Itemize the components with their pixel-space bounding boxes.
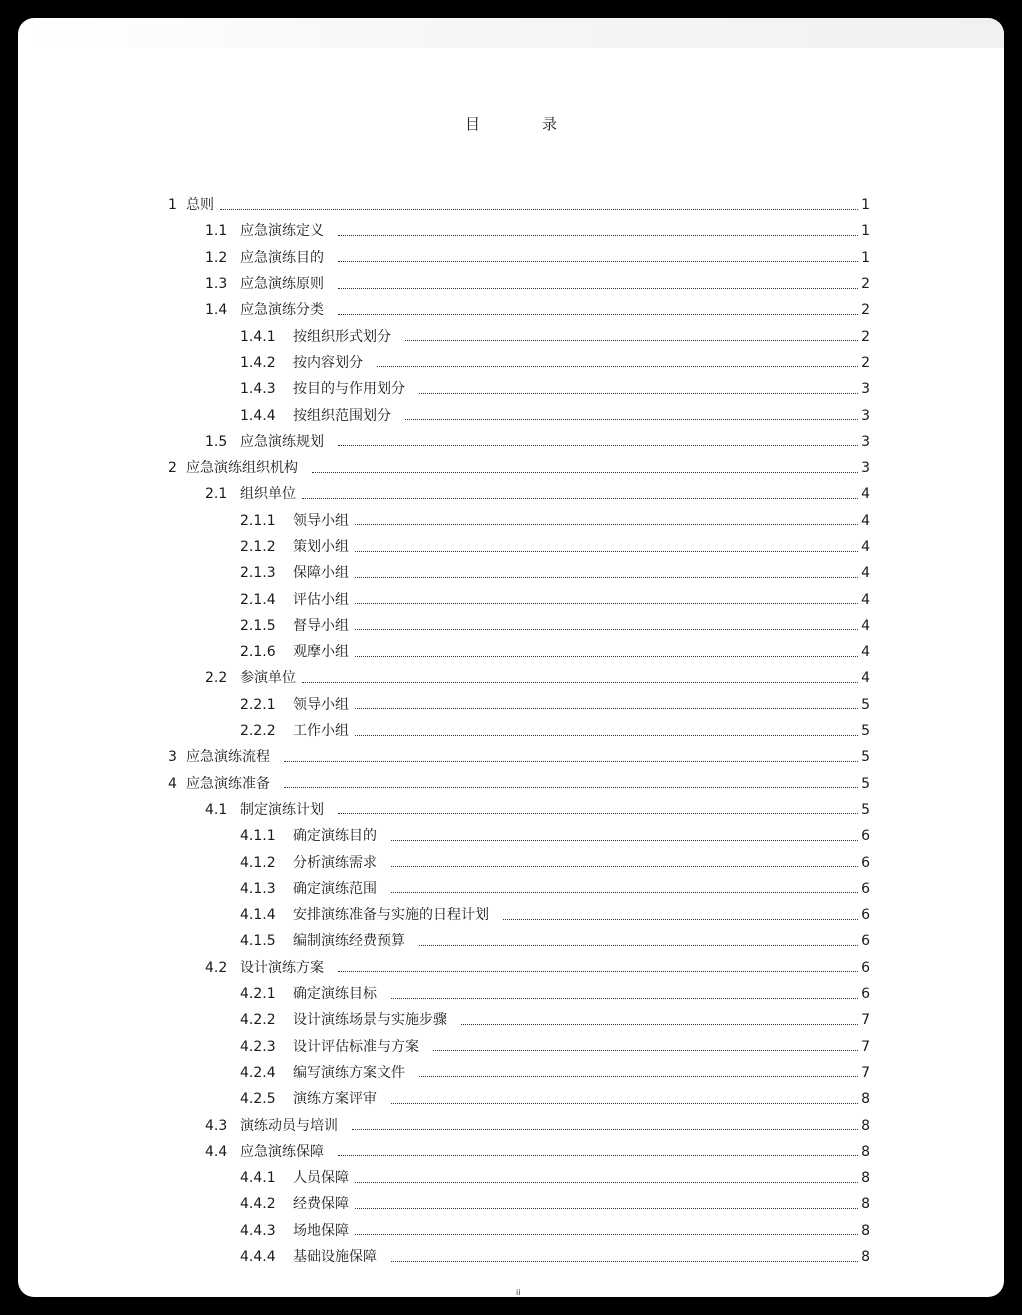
dot-leader (338, 261, 858, 262)
dot-leader (391, 866, 858, 867)
toc-title (18, 113, 1004, 134)
toc-entry-page-number: 5 (861, 801, 870, 818)
toc-entry-page-number: 5 (861, 749, 870, 766)
dot-leader (355, 551, 858, 552)
toc-entry[interactable] (168, 429, 870, 455)
toc-entry-page-number: 8 (861, 1170, 870, 1187)
toc-entry[interactable] (168, 218, 870, 244)
toc-entry-page-number: 5 (861, 775, 870, 792)
dot-leader (220, 209, 858, 210)
dot-leader (355, 1234, 858, 1235)
toc-entry[interactable] (168, 192, 870, 218)
toc-entry-number: 2.1.6 (240, 644, 276, 661)
toc-entry-number: 4.1.4 (240, 907, 276, 924)
dot-leader (355, 629, 858, 630)
toc-entry[interactable] (168, 1007, 870, 1033)
toc-entry-number: 4.2.5 (240, 1091, 276, 1108)
toc-entry[interactable] (168, 1139, 870, 1165)
toc-entry-label: 按内容划分 (293, 354, 363, 371)
toc-entry-number: 4.2.4 (240, 1064, 276, 1081)
dot-leader (461, 1024, 858, 1025)
toc-entry-page-number: 3 (861, 407, 870, 424)
dot-leader (355, 1208, 858, 1209)
toc-entry-label: 应急演练分类 (240, 302, 324, 319)
toc-entry[interactable] (168, 692, 870, 718)
toc-entry[interactable] (168, 955, 870, 981)
toc-entry-label: 场地保障 (293, 1222, 349, 1239)
toc-entry-label: 观摩小组 (293, 644, 349, 661)
toc-entry-page-number: 8 (861, 1249, 870, 1266)
toc-entry[interactable] (168, 981, 870, 1007)
toc-entry-page-number: 6 (861, 959, 870, 976)
toc-entry-number: 3 (168, 749, 177, 766)
toc-entry-label: 工作小组 (293, 723, 349, 740)
toc-entry-label: 经费保障 (293, 1196, 349, 1213)
toc-entry[interactable] (168, 823, 870, 849)
toc-entry[interactable] (168, 1034, 870, 1060)
dot-leader (355, 1182, 858, 1183)
toc-entry-label: 应急演练规划 (240, 433, 324, 450)
toc-entry[interactable] (168, 271, 870, 297)
toc-entry-page-number: 8 (861, 1091, 870, 1108)
toc-entry-page-number: 7 (861, 1012, 870, 1029)
toc-entry-label: 应急演练目的 (240, 249, 324, 266)
toc-entry-label: 应急演练流程 (186, 749, 270, 766)
toc-entry-page-number: 8 (861, 1117, 870, 1134)
toc-entry-number: 1.4.4 (240, 407, 276, 424)
dot-leader (338, 314, 858, 315)
toc-entry-page-number: 8 (861, 1222, 870, 1239)
toc-entry-label: 领导小组 (293, 696, 349, 713)
toc-entry-number: 4 (168, 775, 177, 792)
dot-leader (302, 498, 858, 499)
toc-entry-number: 4.2.3 (240, 1038, 276, 1055)
toc-entry[interactable] (168, 1060, 870, 1086)
dot-leader (355, 524, 858, 525)
toc-entry-label: 分析演练需求 (293, 854, 377, 871)
toc-entry[interactable] (168, 350, 870, 376)
toc-entry[interactable] (168, 455, 870, 481)
toc-entry[interactable] (168, 771, 870, 797)
toc-entry-page-number: 4 (861, 617, 870, 634)
toc-entry-number: 4.3 (205, 1117, 228, 1134)
toc-entry-label: 按组织形式划分 (293, 328, 391, 345)
dot-leader (433, 1050, 858, 1051)
toc-entry[interactable] (168, 534, 870, 560)
toc-entry-page-number: 3 (861, 433, 870, 450)
toc-entry-label: 应急演练保障 (240, 1143, 324, 1160)
dot-leader (419, 945, 858, 946)
toc-entry-label: 策划小组 (293, 539, 349, 555)
toc-entry-label: 确定演练范围 (293, 880, 377, 897)
toc-entry[interactable] (168, 665, 870, 691)
toc-entry-number: 2 (168, 460, 177, 477)
dot-leader (391, 1261, 858, 1262)
toc-entry-number: 2.1.3 (240, 565, 276, 582)
toc-entry[interactable] (168, 876, 870, 902)
dot-leader (355, 656, 858, 657)
toc-entry-number: 4.4.3 (240, 1222, 276, 1239)
toc-entry-page-number: 5 (861, 696, 870, 713)
dot-leader (284, 787, 858, 788)
toc-entry-number: 1.4.3 (240, 381, 276, 398)
dot-leader (338, 813, 858, 814)
toc-entry-label: 设计演练场景与实施步骤 (293, 1012, 447, 1029)
document-page (18, 18, 1004, 1297)
dot-leader (503, 919, 858, 920)
toc-entry[interactable] (168, 481, 870, 507)
toc-entry-number: 1.4 (205, 302, 228, 319)
toc-entry-page-number: 6 (861, 907, 870, 924)
dot-leader (405, 340, 858, 341)
dot-leader (391, 840, 858, 841)
dot-leader (338, 445, 858, 446)
toc-entry-label: 设计评估标准与方案 (293, 1038, 419, 1055)
toc-entry-number: 2.2 (205, 670, 228, 687)
toc-entry-number: 1.1 (205, 223, 228, 240)
toc-entry-number: 4.4.2 (240, 1196, 276, 1213)
toc-entry-number: 4.4.4 (240, 1249, 276, 1266)
toc-entry-label: 应急演练定义 (240, 223, 324, 240)
toc-entry-page-number: 6 (861, 854, 870, 871)
toc-entry-number: 4.2.1 (240, 986, 276, 1003)
toc-entry[interactable] (168, 402, 870, 428)
toc-entry-label: 应急演练原则 (240, 276, 324, 293)
toc-entry-label: 人员保障 (293, 1170, 349, 1187)
toc-entry-number: 2.2.2 (240, 723, 276, 740)
toc-entry-number: 4.4 (205, 1143, 228, 1160)
toc-entry-number: 4.4.1 (240, 1170, 276, 1187)
toc-entry-label: 制定演练计划 (240, 801, 324, 818)
toc-entry-label: 安排演练准备与实施的日程计划 (293, 907, 489, 924)
toc-entry-page-number: 6 (861, 933, 870, 950)
toc-entry-label: 评估小组 (293, 591, 349, 608)
dot-leader (419, 393, 858, 394)
dot-leader (312, 472, 858, 473)
page-top-shade (18, 18, 1004, 48)
toc-entry-number: 2.2.1 (240, 696, 276, 713)
dot-leader (338, 235, 858, 236)
toc-entry-page-number: 4 (861, 512, 870, 529)
dot-leader (391, 998, 858, 999)
toc-entry-page-number: 2 (861, 354, 870, 371)
toc-entry-page-number: 3 (861, 381, 870, 398)
toc-entry[interactable] (168, 902, 870, 928)
toc-entry[interactable] (168, 1165, 870, 1191)
toc-entry-number: 2.1.1 (240, 512, 276, 529)
toc-entry-number: 1.2 (205, 249, 228, 266)
dot-leader (405, 419, 858, 420)
toc-entry-page-number: 6 (861, 986, 870, 1003)
toc-entry-label: 演练动员与培训 (240, 1117, 338, 1134)
toc-entry-number: 4.1.3 (240, 880, 276, 897)
toc-entry-page-number: 2 (861, 328, 870, 345)
toc-entry[interactable] (168, 245, 870, 271)
dot-leader (338, 971, 858, 972)
toc-entry-number: 1.3 (205, 276, 228, 293)
toc-entry-number: 1 (168, 197, 177, 214)
dot-leader (391, 892, 858, 893)
toc-entry-label: 设计演练方案 (240, 959, 324, 976)
dot-leader (377, 366, 858, 367)
toc-entry-label: 按组织范围划分 (293, 407, 391, 424)
toc-entry[interactable] (168, 1218, 870, 1244)
dot-leader (352, 1129, 858, 1130)
toc-entry[interactable] (168, 1086, 870, 1112)
toc-entry-page-number: 6 (861, 880, 870, 897)
toc-entry-label: 应急演练组织机构 (186, 460, 298, 477)
toc-entry-page-number: 7 (861, 1038, 870, 1055)
toc-entry-number: 2.1.2 (240, 539, 276, 555)
toc-entry-label: 确定演练目标 (293, 986, 377, 1003)
toc-entry-label: 应急演练准备 (186, 775, 270, 792)
toc-entry-page-number: 3 (861, 460, 870, 477)
toc-entry[interactable] (168, 1244, 870, 1270)
toc-entry[interactable] (168, 376, 870, 402)
toc-entry-page-number: 4 (861, 565, 870, 582)
toc-title-char-1: 目 (464, 115, 480, 133)
dot-leader (355, 577, 858, 578)
toc-entry[interactable] (168, 613, 870, 639)
dot-leader (419, 1076, 858, 1077)
toc-entry-page-number: 4 (861, 539, 870, 555)
toc-entry[interactable] (168, 849, 870, 875)
toc-entry-page-number: 1 (861, 249, 870, 266)
toc-entry-label: 演练方案评审 (293, 1091, 377, 1108)
dot-leader (355, 735, 858, 736)
dot-leader (355, 708, 858, 709)
toc-entry-number: 4.1.2 (240, 854, 276, 871)
toc-entry-label: 编写演练方案文件 (293, 1064, 405, 1081)
toc-entry-number: 4.1.5 (240, 933, 276, 950)
toc-entry[interactable] (168, 744, 870, 770)
toc-entry-page-number: 1 (861, 197, 870, 214)
toc-entry-label: 确定演练目的 (293, 828, 377, 845)
dot-leader (302, 682, 858, 683)
toc-entry-page-number: 2 (861, 302, 870, 319)
toc-title-char-2: 录 (542, 115, 558, 133)
toc-entry[interactable] (168, 586, 870, 612)
toc-entry-label: 基础设施保障 (293, 1249, 377, 1266)
toc-entry[interactable] (168, 508, 870, 534)
toc-entry-number: 1.5 (205, 433, 228, 450)
toc-entry-label: 编制演练经费预算 (293, 933, 405, 950)
toc-entry[interactable] (168, 297, 870, 323)
toc-entry[interactable] (168, 560, 870, 586)
toc-entry-page-number: 8 (861, 1196, 870, 1213)
toc-entry-number: 2.1.4 (240, 591, 276, 608)
toc-entry[interactable] (168, 718, 870, 744)
toc-entry-number: 4.1 (205, 801, 228, 818)
dot-leader (284, 761, 858, 762)
toc-entry-number: 4.1.1 (240, 828, 276, 845)
toc-entry-number: 4.2.2 (240, 1012, 276, 1029)
toc-entry-page-number: 1 (861, 223, 870, 240)
toc-entry-page-number: 4 (861, 486, 870, 503)
dot-leader (391, 1103, 858, 1104)
toc-entry[interactable] (168, 323, 870, 349)
toc-entry[interactable] (168, 639, 870, 665)
dot-leader (338, 288, 858, 289)
toc-entry-label: 领导小组 (293, 512, 349, 529)
toc-entry[interactable] (168, 797, 870, 823)
table-of-contents (168, 192, 870, 1270)
toc-entry-page-number: 5 (861, 723, 870, 740)
dot-leader (355, 603, 858, 604)
toc-entry-number: 1.4.2 (240, 354, 276, 371)
toc-entry-page-number: 6 (861, 828, 870, 845)
toc-entry-label: 保障小组 (293, 565, 349, 582)
page-footer-mark: ii (516, 1288, 521, 1297)
dot-leader (338, 1155, 858, 1156)
toc-entry-label: 组织单位 (240, 486, 296, 503)
toc-entry-label: 按目的与作用划分 (293, 381, 405, 398)
toc-entry-label: 督导小组 (293, 617, 349, 634)
toc-entry-number: 1.4.1 (240, 328, 276, 345)
toc-entry-label: 参演单位 (240, 670, 296, 687)
toc-entry-page-number: 4 (861, 644, 870, 661)
toc-entry-label: 总则 (186, 197, 214, 214)
toc-entry-number: 2.1.5 (240, 617, 276, 634)
toc-entry[interactable] (168, 1112, 870, 1138)
toc-entry[interactable] (168, 1191, 870, 1217)
toc-entry-page-number: 4 (861, 670, 870, 687)
toc-entry-page-number: 8 (861, 1143, 870, 1160)
toc-entry-page-number: 7 (861, 1064, 870, 1081)
toc-entry[interactable] (168, 928, 870, 954)
toc-entry-page-number: 2 (861, 276, 870, 293)
toc-entry-number: 2.1 (205, 486, 228, 503)
toc-entry-page-number: 4 (861, 591, 870, 608)
toc-entry-number: 4.2 (205, 959, 228, 976)
